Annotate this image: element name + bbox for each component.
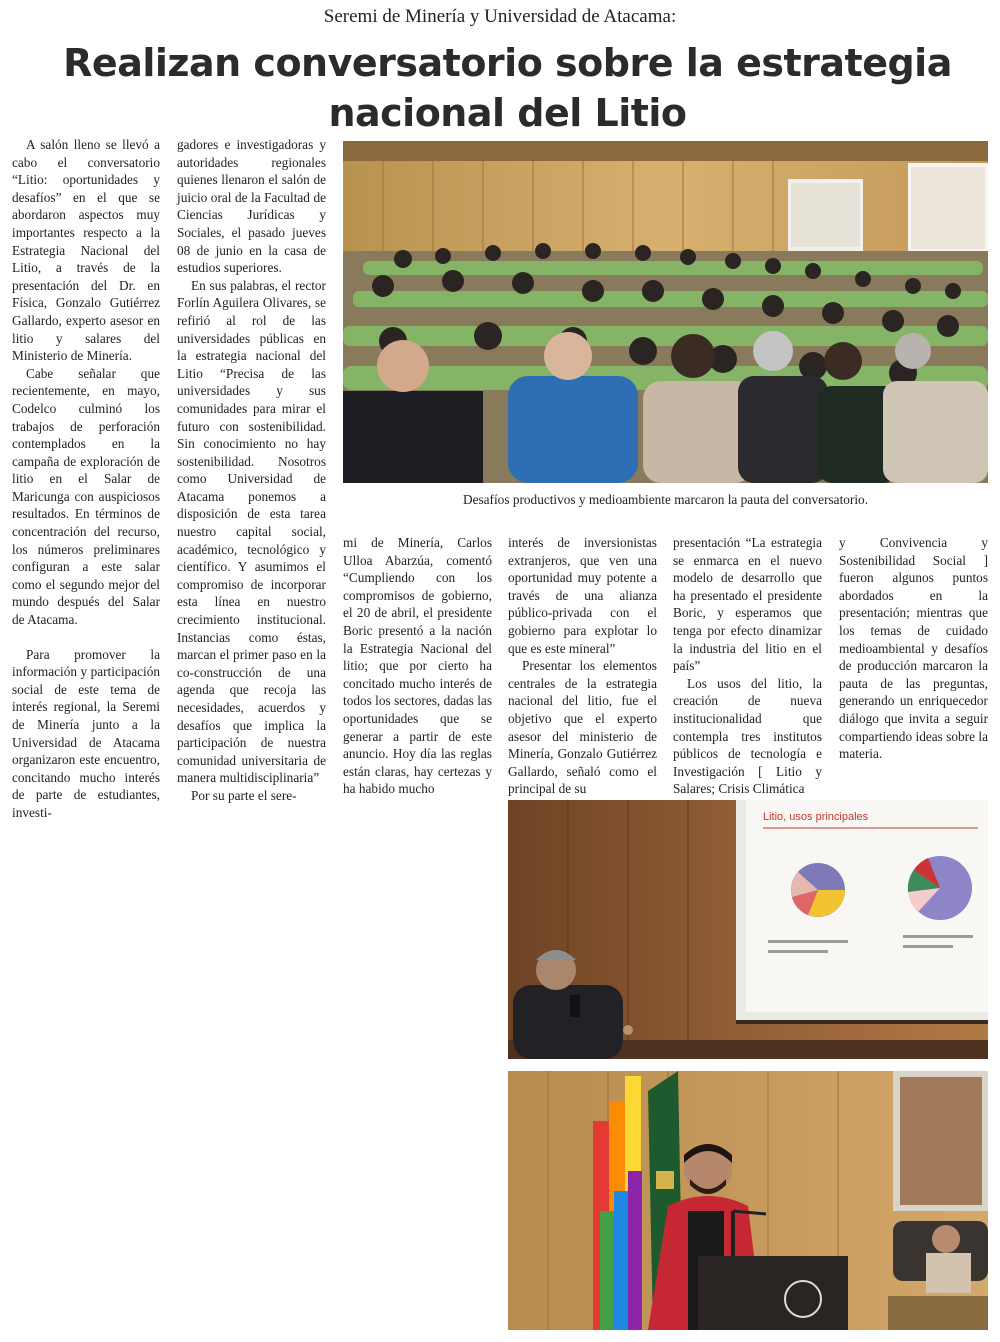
presenter-photo	[508, 800, 988, 1059]
paragraph: gadores e investigadoras y autoridades regionales quienes llenaron el salón de juicio oral de la Facultad de Ciencias Jurídicas y Sociales, el pasado jueves 08 de junio en la casa de estudios superiores.	[177, 137, 326, 276]
slide-title: Litio, usos principales	[763, 811, 869, 823]
text-column-5	[673, 534, 822, 798]
text-column-2	[177, 136, 326, 805]
paragraph: presentación “La estrategia se enmarca en el nuevo modelo de desarrollo que ha presentado el presidente Boric, y esperamos que tenga por efecto dinamizar la industria del litio en el país”	[673, 535, 822, 674]
paragraph: mi de Minería, Carlos Ulloa Abarzúa, comentó “Cumpliendo con los compromisos de gobierno, el 20 de abril, el presidente Boric presentó a la nación la Estrategia Nacional del litio; que por cierto ha concitado mucho interés de todos los sectores, dadas las oportunidades que se generar a partir de este anuncio. Hoy día las reglas están claras, hay certezas y ha habido mucho	[343, 535, 492, 797]
paragraph: interés de inversionistas extranjeros, que ven una oportunidad muy potente a través de una alianza público-privada con el gobierno para explotar lo que es este mineral”	[508, 535, 657, 656]
text-column-4	[508, 534, 657, 798]
photo-caption: Desafíos productivos y medioambiente marcaron la pauta del conversatorio.	[462, 492, 869, 507]
article-kicker: Seremi de Minería y Universidad de Atacama:	[323, 6, 677, 27]
paragraph: Cabe señalar que recientemente, en mayo, Codelco culminó los trabajos de perforación contemplados en la campaña de exploración de litio en el Salar de Maricunga con auspiciosos resultados. En términos de concentración del recurso, los números preliminares configuran a este salar como el segundo mejor del mundo después del Salar de Atacama.	[12, 365, 160, 628]
text-column-3	[343, 534, 492, 798]
paragraph: Para promover la información y participación social de este tema de interés regional, la Seremi de Minería junto a la Universidad de Atacama organizaron este encuentro, concitando mucho interés de parte de estudiantes, investi-	[12, 646, 160, 820]
paragraph: Presentar los elementos centrales de la estrategia nacional del litio, fue el objetivo que el experto asesor del ministerio de Minería, Gonzalo Gutiérrez Gallardo, señaló como el principal de su	[508, 658, 657, 797]
text-column-6	[839, 534, 988, 763]
paragraph: y Convivencia y Sostenibilidad Social ] fueron algunos puntos abordados en la presentación; mientras que los temas de cuidado medioambiental y desafíos de producción marcaron la pauta de las preguntas, generando un enriquecedor diálogo que invita a seguir compartiendo ideas sobre la materia.	[839, 535, 988, 762]
paragraph: Por su parte el sere-	[191, 787, 297, 803]
slide-pie-right	[908, 856, 972, 920]
slide-pie-left	[791, 863, 845, 917]
paragraph: A salón lleno se llevó a cabo el conversatorio “Litio: oportunidades y desafíos” en el que se abordaron aspectos muy importantes respecto a la Estrategia Nacional del Litio, a través de la presentación del Dr. en Física, Gonzalo Gutiérrez Gallardo, experto asesor en litio y salares del Ministerio de Minería.	[12, 137, 160, 364]
paragraph: Los usos del litio, la creación de nueva institucionalidad que contempla tres institutos públicos de tecnología e Investigación [ Litio y Salares; Crisis Climática	[673, 675, 822, 797]
text-column-1	[12, 136, 160, 822]
article-headline: Realizan conversatorio sobre la estrategia nacional del Litio	[63, 41, 952, 135]
speaker-photo	[508, 1071, 988, 1330]
paragraph: En sus palabras, el rector Forlín Aguilera Olivares, se refirió al rol de las universidades públicas en la estrategia nacional del Litio “Precisa de las universidades y sus comunidades para mirar el futuro con sostenibilidad. Sin conocimiento no hay sostenibilidad. Nosotros como Universidad de Atacama ponemos a disposición de esta tarea nuestro capital social, académico, tecnológico y científico. Y asumimos el compromiso de incorporar esta línea en nuestro crecimiento institucional. Instancias como éstas, marcan el primer paso en la co-construcción de una agenda que recoja las necesidades, acuerdos y desafíos que implica la participación de nuestra comunidad universitaria de manera multidisciplinaria”	[177, 277, 326, 786]
audience-photo	[343, 141, 988, 483]
